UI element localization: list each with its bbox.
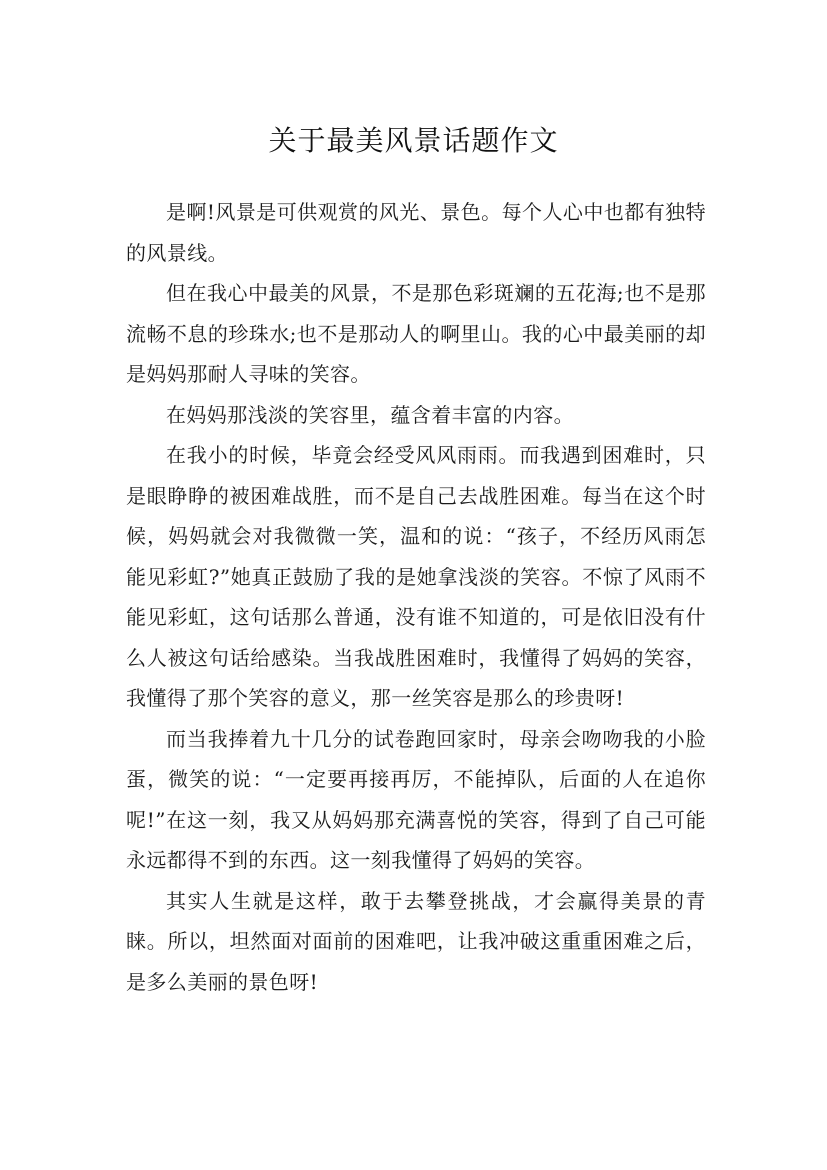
paragraph-2: 但在我心中最美的风景，不是那色彩斑斓的五花海;也不是那流畅不息的珍珠水;也不是那动人的啊里山。我的心中最美丽的却是妈妈那耐人寻味的笑容。 <box>126 281 706 386</box>
paragraph-3: 在妈妈那浅淡的笑容里，蕴含着丰富的内容。 <box>166 402 574 427</box>
page-title: 关于最美风景话题作文 <box>268 123 559 157</box>
paragraph-6: 其实人生就是这样，敢于去攀登挑战，才会赢得美景的青睐。所以，坦然面对面前的困难吧，让我冲破这重重困难之后，是多么美丽的景色呀! <box>126 888 706 994</box>
paragraph-1: 是啊!风景是可供观赏的风光、景色。每个人心中也都有独特的风景线。 <box>126 200 706 265</box>
essay-body <box>126 192 706 1002</box>
paragraph-5: 而当我捧着九十几分的试卷跑回家时，母亲会吻吻我的小脸蛋，微笑的说：“一定要再接再厉，不能掉队，后面的人在追你呢!”在这一刻，我又从妈妈那充满喜悦的笑容，得到了自己可能永远都得不到的东西。这一刻我懂得了妈妈的笑容。 <box>126 726 706 872</box>
paragraph-4: 在我小的时候，毕竟会经受风风雨雨。而我遇到困难时，只是眼睁睁的被困难战胜，而不是自己去战胜困难。每当在这个时候，妈妈就会对我微微一笑，温和的说：“孩子，不经历风雨怎能见彩虹?”她真正鼓励了我的是她拿浅淡的笑容。不惊了风雨不能见彩虹，这句话那么普通，没有谁不知道的，可是依旧没有什么人被这句话给感染。当我战胜困难时，我懂得了妈妈的笑容，我懂得了那个笑容的意义，那一丝笑容是那么的珍贵呀! <box>126 443 706 710</box>
